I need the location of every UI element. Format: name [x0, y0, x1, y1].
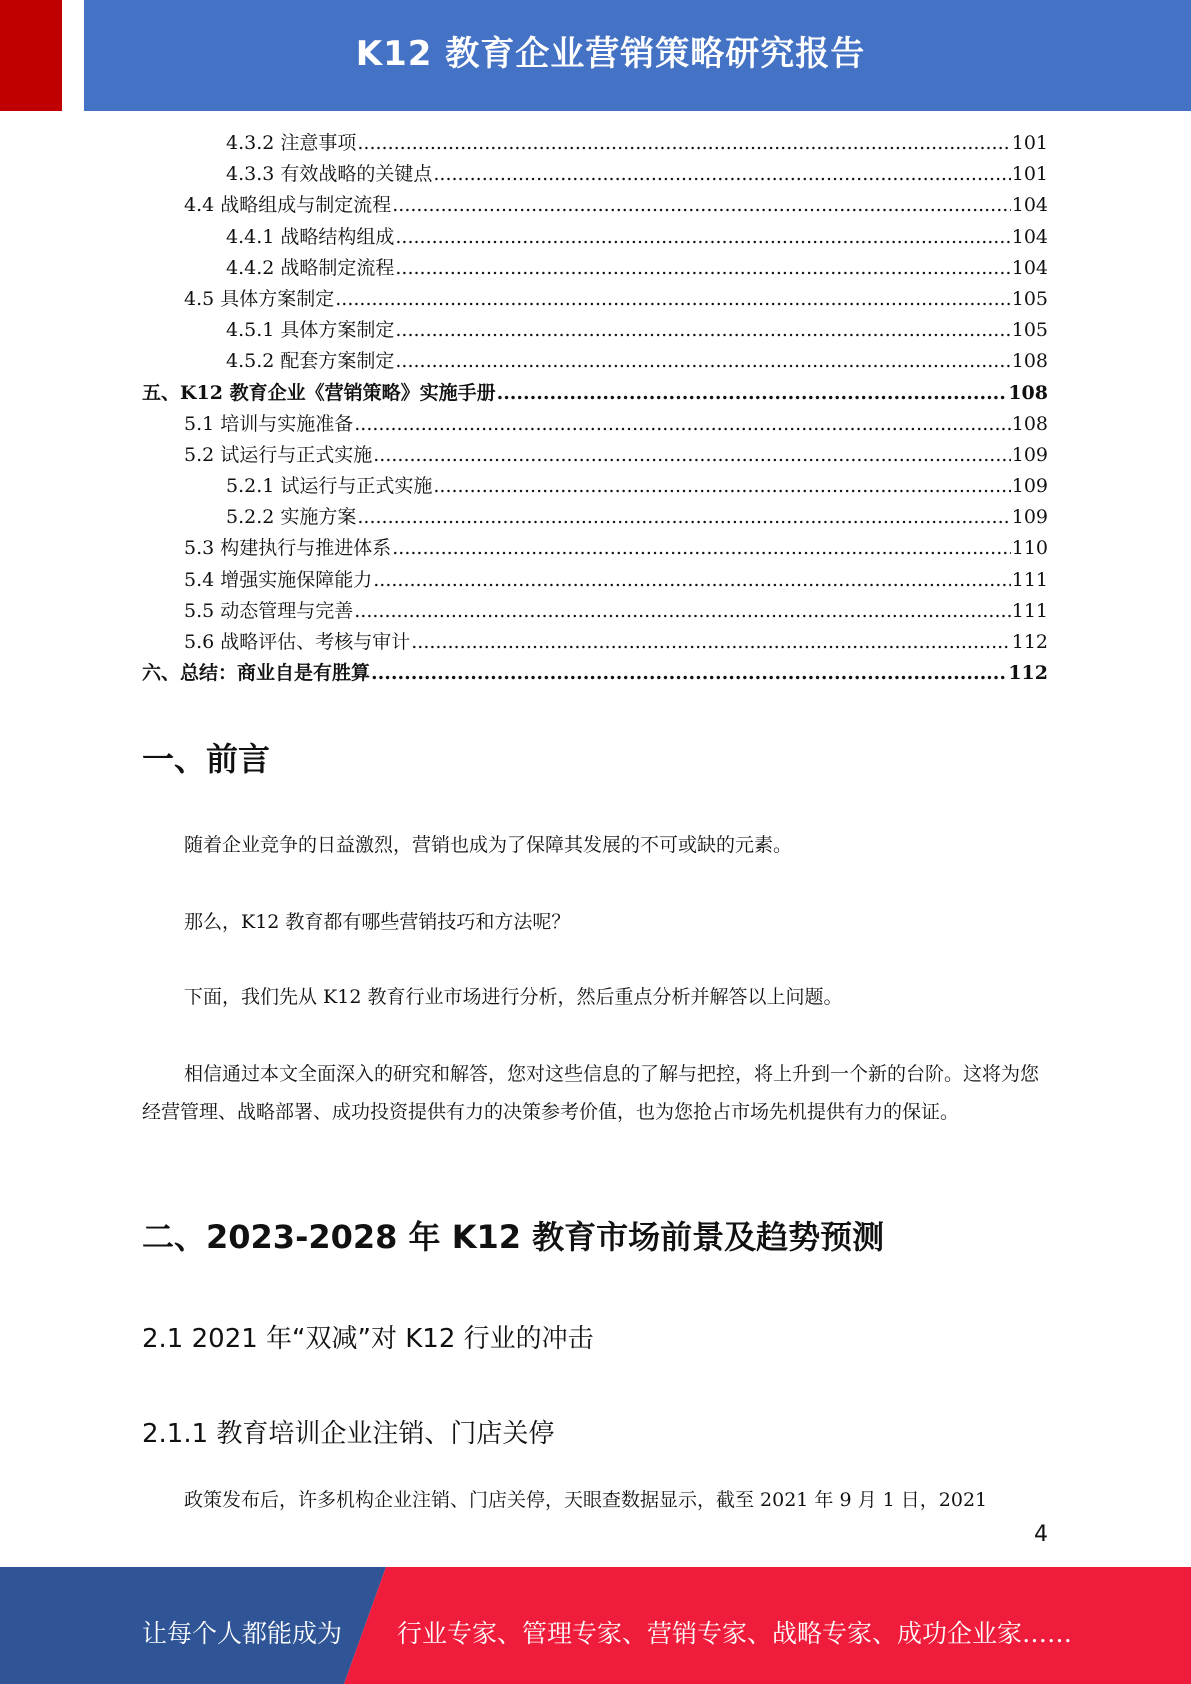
toc-entry[interactable]: [142, 627, 1048, 658]
section-heading-market-forecast: 二、2023-2028 年 K12 教育市场前景及趋势预测: [142, 1218, 885, 1256]
toc-dot-leader: [373, 569, 1010, 591]
toc-entry-page: 108: [1008, 381, 1048, 404]
toc-entry-label: 5.2.2 实施方案: [226, 506, 357, 529]
toc-entry[interactable]: [142, 128, 1048, 159]
toc-entry-label: 六、总结：商业自是有胜算: [142, 662, 371, 685]
toc-entry-page: 108: [1011, 350, 1048, 373]
toc-dot-leader: [357, 506, 1010, 528]
toc-entry-label: 4.3.2 注意事项: [226, 132, 357, 154]
toc-entry-page: 105: [1011, 319, 1048, 342]
toc-dot-leader: [433, 163, 1010, 185]
toc-entry[interactable]: [142, 502, 1048, 533]
toc-dot-leader: [357, 132, 1010, 154]
toc-dot-leader: [433, 475, 1010, 497]
footer-left-text: 让每个人都能成为: [142, 1619, 343, 1648]
toc-dot-leader: [395, 319, 1010, 341]
paragraph: 随着企业竞争的日益激烈，营销也成为了保障其发展的不可或缺的元素。: [184, 834, 793, 856]
toc-entry-label: 4.5.1 具体方案制定: [226, 319, 395, 342]
toc-dot-leader: [392, 537, 1010, 559]
paragraph: 相信通过本文全面深入的研究和解答，您对这些信息的了解与把控，将上升到一个新的台阶。这将为您经营管理、战略部署、成功投资提供有力的决策参考价值，也为您抢占市场先机提供有力的保证。: [142, 1063, 1040, 1123]
toc-dot-leader: [354, 600, 1010, 622]
toc-entry-page: 105: [1011, 287, 1048, 310]
paragraph: 那么，K12 教育都有哪些营销技巧和方法呢？: [184, 911, 571, 933]
toc-entry-page: 104: [1011, 225, 1048, 248]
toc-entry-label: 五、K12 教育企业《营销策略》实施手册: [142, 381, 496, 404]
toc-entry-page: 104: [1011, 194, 1048, 217]
toc-entry-page: 109: [1011, 475, 1048, 498]
toc-dot-leader: [497, 382, 1008, 404]
page-footer: [0, 1567, 1191, 1684]
toc-dot-leader: [354, 413, 1010, 435]
toc-entry[interactable]: [142, 533, 1048, 564]
section-heading-preface: 一、前言: [142, 740, 271, 778]
toc-entry[interactable]: [142, 471, 1048, 502]
toc-entry[interactable]: [142, 409, 1048, 440]
header-title: K12 教育企业营销策略研究报告: [355, 34, 866, 74]
toc-entry-label: 5.2 试运行与正式实施: [184, 443, 373, 466]
paragraph: 下面，我们先从 K12 教育行业市场进行分析，然后重点分析并解答以上问题。: [184, 986, 843, 1008]
toc-entry-label: 5.4 增强实施保障能力: [184, 568, 373, 591]
toc-entry-page: 101: [1011, 163, 1048, 186]
toc-entry[interactable]: [142, 253, 1048, 284]
toc-entry-label: 4.4 战略组成与制定流程: [184, 194, 392, 217]
page-number: 4: [1034, 1522, 1048, 1547]
table-of-contents: [142, 128, 1048, 689]
toc-entry[interactable]: [142, 190, 1048, 221]
toc-entry-label: 5.3 构建执行与推进体系: [184, 537, 392, 560]
toc-entry[interactable]: [142, 596, 1048, 627]
toc-entry[interactable]: [142, 658, 1048, 689]
toc-dot-leader: [411, 631, 1010, 653]
toc-entry[interactable]: [142, 159, 1048, 190]
toc-entry-label: 5.2.1 试运行与正式实施: [226, 475, 433, 498]
toc-entry[interactable]: [142, 222, 1048, 253]
toc-entry-label: 5.1 培训与实施准备: [184, 412, 354, 435]
toc-entry-label: 4.5.2 配套方案制定: [226, 350, 395, 373]
subsubsection-heading: 2.1.1 教育培训企业注销、门店关停: [142, 1419, 555, 1449]
toc-entry-page: 111: [1011, 568, 1048, 591]
toc-entry[interactable]: [142, 346, 1048, 377]
footer-right-text: 行业专家、管理专家、营销专家、战略专家、成功企业家……: [397, 1619, 1073, 1648]
toc-entry-page: 108: [1011, 412, 1048, 435]
toc-dot-leader: [371, 662, 1007, 684]
toc-entry[interactable]: [142, 284, 1048, 315]
page-header: [0, 0, 1191, 111]
toc-entry-page: 111: [1011, 599, 1048, 622]
toc-dot-leader: [395, 226, 1010, 248]
toc-entry[interactable]: [142, 378, 1048, 409]
toc-entry-label: 5.5 动态管理与完善: [184, 599, 354, 622]
toc-entry[interactable]: [142, 315, 1048, 346]
toc-entry-page: 112: [1011, 631, 1048, 653]
paragraph: 政策发布后，许多机构企业注销、门店关停，天眼查数据显示，截至 2021 年 9 月 1 日，2021: [184, 1489, 988, 1511]
toc-dot-leader: [395, 350, 1010, 372]
toc-entry-page: 109: [1011, 443, 1048, 466]
toc-entry-page: 101: [1011, 132, 1048, 154]
toc-entry-label: 4.4.1 战略结构组成: [226, 225, 395, 248]
toc-dot-leader: [373, 444, 1010, 466]
subsection-heading: 2.1 2021 年“双减”对 K12 行业的冲击: [142, 1324, 594, 1354]
toc-dot-leader: [335, 288, 1010, 310]
toc-entry[interactable]: [142, 565, 1048, 596]
toc-entry[interactable]: [142, 440, 1048, 471]
toc-entry-page: 112: [1008, 662, 1048, 685]
toc-entry-page: 104: [1011, 256, 1048, 279]
toc-dot-leader: [395, 257, 1010, 279]
toc-entry-label: 5.6 战略评估、考核与审计: [184, 631, 411, 653]
toc-entry-page: 109: [1011, 506, 1048, 529]
toc-entry-page: 110: [1011, 537, 1048, 560]
toc-entry-label: 4.5 具体方案制定: [184, 287, 335, 310]
toc-dot-leader: [392, 194, 1010, 216]
toc-entry-label: 4.4.2 战略制定流程: [226, 256, 395, 279]
toc-entry-label: 4.3.3 有效战略的关键点: [226, 163, 433, 186]
